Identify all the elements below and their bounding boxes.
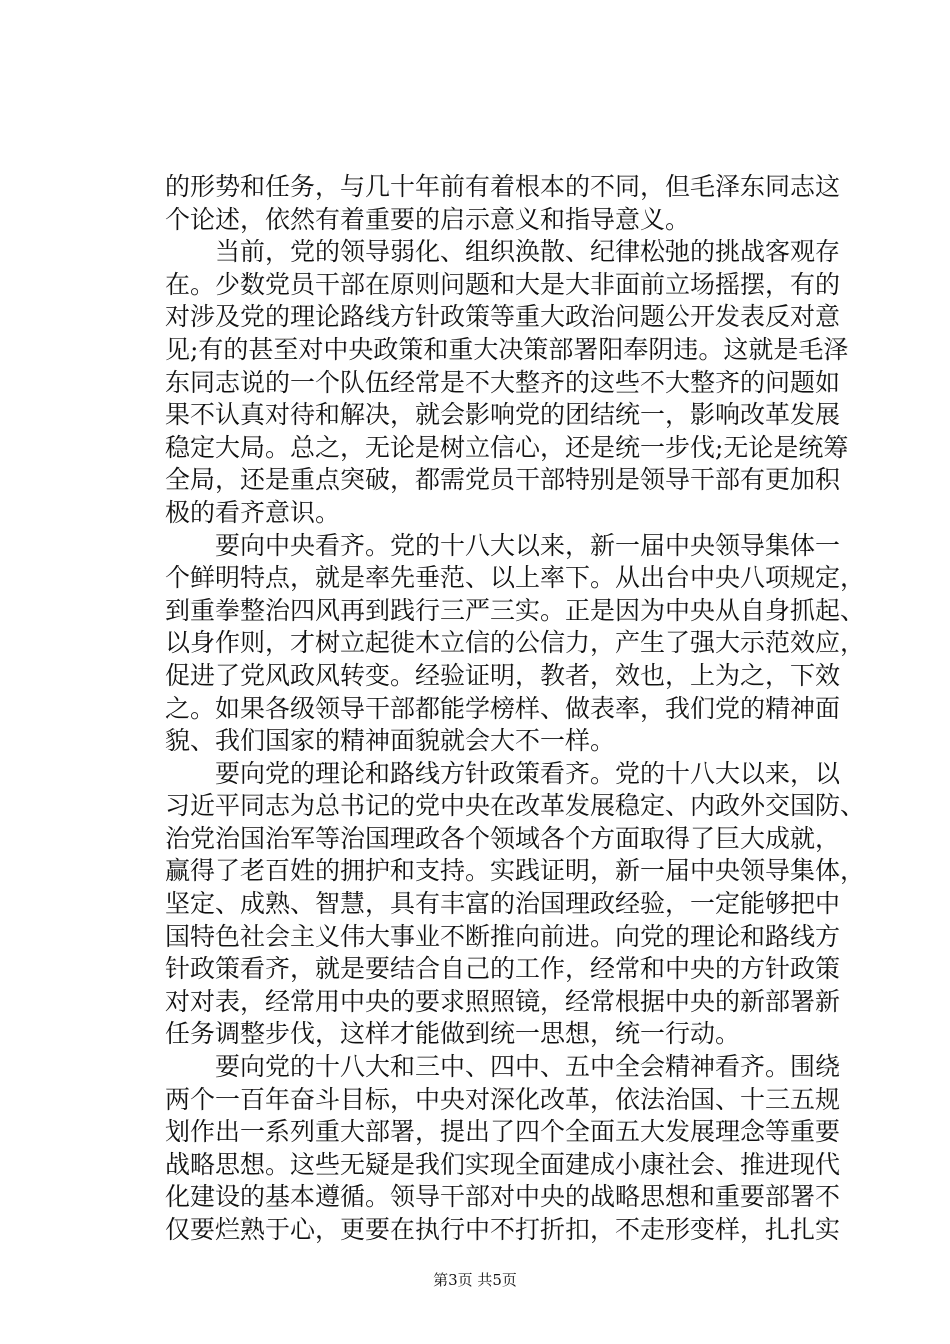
text-line: 国特色社会主义伟大事业不断推向前进。向党的理论和路线方 bbox=[165, 921, 841, 951]
text-line: 在。少数党员干部在原则问题和大是大非面前立场摇摆，有的 bbox=[165, 269, 841, 299]
text-line: 见;有的甚至对中央政策和重大决策部署阳奉阴违。这就是毛泽 bbox=[165, 334, 849, 364]
text-line: 仅要烂熟于心，更要在执行中不打折扣，不走形变样，扎扎实 bbox=[165, 1215, 841, 1244]
text-line: 当前，党的领导弱化、组织涣散、纪律松弛的挑战客观存 bbox=[215, 237, 841, 267]
text-line: 稳定大局。总之，无论是树立信心，还是统一步伐;无论是统筹 bbox=[165, 432, 849, 462]
text-line: 对对表，经常用中央的要求照照镜，经常根据中央的新部署新 bbox=[165, 986, 841, 1016]
text-line: 治党治国治军等治国理政各个领域各个方面取得了巨大成就， bbox=[165, 823, 841, 853]
paragraph bbox=[165, 1051, 841, 1247]
text-line: 到重拳整治四风再到践行三严三实。正是因为中央从自身抓起、 bbox=[165, 595, 866, 625]
paragraph bbox=[165, 236, 849, 529]
text-line: 个鲜明特点，就是率先垂范、以上率下。从出台中央八项规定， bbox=[165, 563, 866, 593]
text-line: 东同志说的一个队伍经常是不大整齐的这些不大整齐的问题如 bbox=[165, 367, 841, 397]
text-line: 全局，还是重点突破，都需党员干部特别是领导干部有更加积 bbox=[165, 465, 841, 495]
text-line: 针政策看齐，就是要结合自己的工作，经常和中央的方针政策 bbox=[165, 954, 841, 984]
text-line: 赢得了老百姓的拥护和支持。实践证明，新一届中央领导集体， bbox=[165, 856, 866, 886]
document-body bbox=[165, 171, 866, 1247]
paragraph bbox=[165, 758, 866, 1051]
paragraph bbox=[165, 171, 841, 236]
text-line: 要向中央看齐。党的十八大以来，新一届中央领导集体一 bbox=[215, 530, 841, 560]
text-line: 极的看齐意识。 bbox=[165, 497, 341, 527]
text-line: 坚定、成熟、智慧，具有丰富的治国理政经验，一定能够把中 bbox=[165, 889, 841, 919]
text-line: 之。如果各级领导干部都能学榜样、做表率，我们党的精神面 bbox=[165, 693, 841, 723]
text-line: 划作出一系列重大部署，提出了四个全面五大发展理念等重要 bbox=[165, 1117, 841, 1147]
text-line: 要向党的理论和路线方针政策看齐。党的十八大以来，以 bbox=[215, 758, 841, 788]
text-line: 两个一百年奋斗目标，中央对深化改革，依法治国、十三五规 bbox=[165, 1084, 841, 1114]
text-line: 促进了党风政风转变。经验证明，教者，效也，上为之，下效 bbox=[165, 660, 841, 690]
text-line: 对涉及党的理论路线方针政策等重大政治问题公开发表反对意 bbox=[165, 302, 841, 332]
text-line: 要向党的十八大和三中、四中、五中全会精神看齐。围绕 bbox=[215, 1052, 841, 1082]
text-line: 习近平同志为总书记的党中央在改革发展稳定、内政外交国防、 bbox=[165, 791, 866, 821]
text-line: 任务调整步伐，这样才能做到统一思想，统一行动。 bbox=[165, 1019, 741, 1049]
text-line: 个论述，依然有着重要的启示意义和指导意义。 bbox=[165, 204, 691, 234]
paragraph bbox=[165, 530, 866, 758]
text-line: 的形势和任务，与几十年前有着根本的不同，但毛泽东同志这 bbox=[165, 172, 841, 201]
text-line: 果不认真对待和解决，就会影响党的团结统一，影响改革发展 bbox=[165, 400, 841, 430]
text-line: 以身作则，才树立起徙木立信的公信力，产生了强大示范效应， bbox=[165, 628, 866, 658]
page-footer: 第3页 共5页 bbox=[433, 1271, 517, 1289]
text-line: 化建设的基本遵循。领导干部对中央的战略思想和重要部署不 bbox=[165, 1182, 841, 1212]
text-line: 貌、我们国家的精神面貌就会大不一样。 bbox=[165, 726, 616, 756]
text-line: 战略思想。这些无疑是我们实现全面建成小康社会、推进现代 bbox=[165, 1149, 841, 1179]
